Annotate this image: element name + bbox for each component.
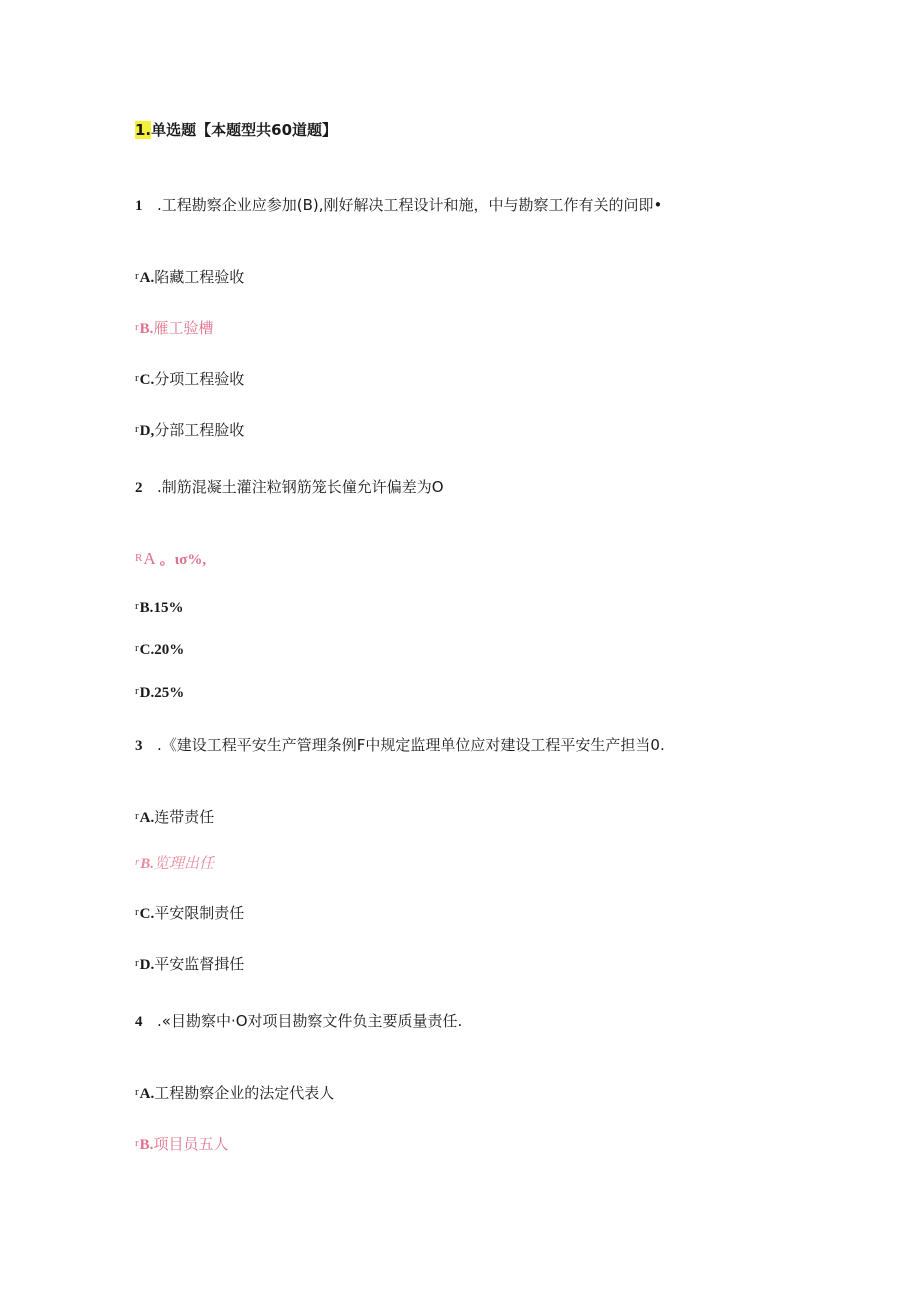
- question-1-option-b[interactable]: [135, 317, 213, 339]
- question-4-option-b[interactable]: [135, 1133, 228, 1155]
- question-number: 2: [135, 480, 143, 496]
- option-letter: A.: [139, 1086, 155, 1102]
- radio-icon: r: [135, 642, 139, 654]
- question-number: 3: [135, 738, 143, 754]
- question-2-option-c[interactable]: [135, 638, 184, 660]
- option-text: 25%: [154, 685, 185, 701]
- question-3-option-a[interactable]: [135, 806, 214, 828]
- radio-icon: r: [135, 1137, 139, 1149]
- question-text: .工程勘察企业应参加(B),刚好解决工程设计和施，中与勘察工作有关的问即•: [157, 196, 663, 214]
- option-text: 分部工程脸收: [154, 421, 245, 439]
- option-letter: C.: [139, 906, 155, 922]
- radio-icon: r: [135, 270, 139, 282]
- option-text: 20%: [154, 642, 185, 658]
- option-text: 项目员五人: [153, 1135, 229, 1153]
- question-3-option-d[interactable]: [135, 953, 244, 975]
- section-label: 单选题【本题型共60道题】: [151, 121, 338, 139]
- option-text: 。ισ%,: [159, 552, 207, 568]
- option-text: 雁工验槽: [153, 319, 214, 337]
- question-3-option-b[interactable]: [135, 852, 214, 874]
- option-text: 览理出任: [154, 854, 215, 872]
- option-letter: A: [143, 549, 156, 568]
- question-2-option-b[interactable]: [135, 596, 183, 618]
- radio-icon: r: [135, 1086, 139, 1098]
- option-letter: D,: [139, 423, 155, 439]
- radio-icon: r: [135, 906, 139, 918]
- question-4-option-a[interactable]: [135, 1082, 334, 1104]
- option-letter: C.: [139, 642, 155, 658]
- question-text: .«目勘察中·O对项目勘察文件负主要质量责任.: [157, 1012, 463, 1030]
- question-number: 1: [135, 198, 143, 214]
- question-text: .《建设工程平安生产管理条例F中规定监理单位应对建设工程平安生产担当0.: [157, 736, 665, 754]
- option-letter: A.: [139, 810, 155, 826]
- option-text: 15%: [153, 600, 184, 616]
- option-text: 平安限制责任: [154, 904, 245, 922]
- option-text: 工程勘察企业的法定代表人: [154, 1084, 335, 1102]
- radio-icon: R: [135, 552, 143, 564]
- option-letter: B.: [140, 856, 155, 872]
- option-letter: A.: [139, 270, 155, 286]
- question-1-option-d[interactable]: [135, 419, 244, 441]
- option-text: 连带责任: [154, 808, 215, 826]
- radio-icon: r: [135, 856, 140, 868]
- option-letter: B.: [139, 1137, 154, 1153]
- section-number: 1.: [135, 121, 152, 139]
- radio-icon: r: [135, 600, 139, 612]
- radio-icon: r: [135, 810, 139, 822]
- option-text: 分项工程验收: [154, 370, 245, 388]
- radio-icon: r: [135, 957, 139, 969]
- question-3-option-c[interactable]: [135, 902, 244, 924]
- section-title: [135, 120, 337, 140]
- question-1-option-a[interactable]: [135, 266, 244, 288]
- question-text: .制筋混凝土灌注粒钢筋笼长僮允许偏差为O: [157, 478, 444, 496]
- question-number: 4: [135, 1014, 143, 1030]
- radio-icon: r: [135, 685, 139, 697]
- question-2-option-d[interactable]: [135, 681, 184, 703]
- radio-icon: r: [135, 372, 139, 384]
- question-1-option-c[interactable]: [135, 368, 244, 390]
- option-text: 陷藏工程验收: [154, 268, 245, 286]
- option-text: 平安监督揖任: [154, 955, 245, 973]
- option-letter: B.: [139, 600, 154, 616]
- radio-icon: r: [135, 321, 139, 333]
- question-3-stem: [135, 735, 665, 756]
- radio-icon: r: [135, 423, 139, 435]
- question-2-stem: [135, 477, 444, 498]
- question-4-stem: [135, 1011, 462, 1032]
- option-letter: C.: [139, 372, 155, 388]
- option-letter: D.: [139, 685, 155, 701]
- option-letter: D.: [139, 957, 155, 973]
- question-2-option-a[interactable]: [135, 548, 206, 570]
- option-letter: B.: [139, 321, 154, 337]
- question-1-stem: [135, 195, 662, 216]
